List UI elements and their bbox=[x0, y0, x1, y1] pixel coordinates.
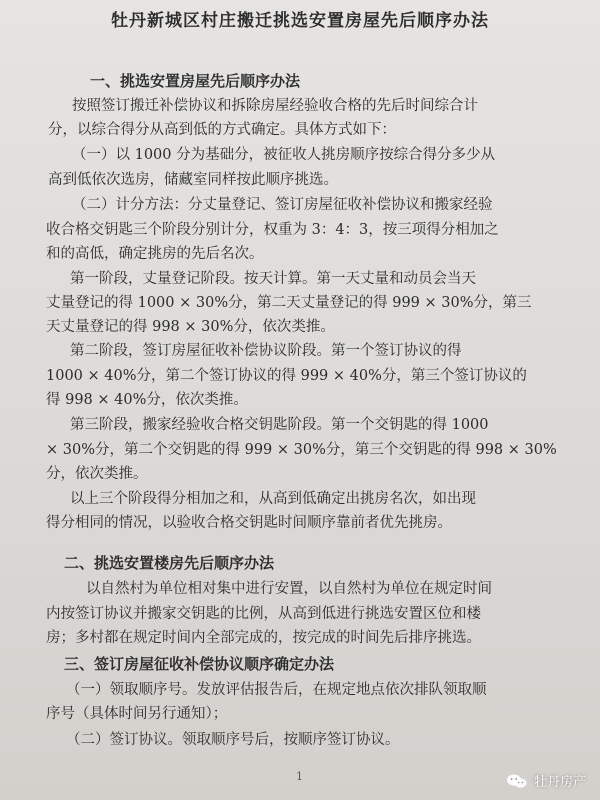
paragraph-line: 高到低依次选房，储藏室同样按此顺序挑选。 bbox=[48, 172, 338, 188]
paragraph-line: 天丈量登记的得 998 × 30%分，依次类推。 bbox=[46, 319, 335, 335]
paragraph-line: 内按签订协议并搬家交钥匙的比例，从高到低进行挑选安置区位和楼 bbox=[46, 606, 481, 622]
paragraph-line: 1000 × 40%分，第二个签订协议的得 999 × 40%分，第三个签订协议的 bbox=[46, 368, 527, 384]
paragraph-line: 分，以综合得分从高到低的方式确定。具体方式如下： bbox=[48, 122, 396, 138]
watermark bbox=[506, 771, 586, 790]
paragraph-line: 序号（具体时间另行通知）； bbox=[46, 706, 228, 722]
paragraph-line: 按照签订搬迁补偿协议和拆除房屋经验收合格的先后时间综合计 bbox=[72, 98, 478, 114]
paragraph-line: （一）以 1000 分为基础分，被征收人挑房顺序按综合得分多少从 bbox=[72, 147, 496, 163]
paragraph-line: 第二阶段，签订房屋征收补偿协议阶段。第一个签订协议的得 bbox=[70, 343, 462, 359]
paragraph-line: （一）领取顺序号。发放评估报告后，在规定地点依次排队领取顺 bbox=[66, 682, 487, 698]
watermark-text: 牡丹房产 bbox=[533, 775, 586, 790]
paragraph-line: 第一阶段，丈量登记阶段。按天计算。第一天丈量和动员会当天 bbox=[70, 271, 476, 287]
wechat-icon bbox=[506, 773, 528, 789]
paragraph-line: （二）计分方法：分丈量登记、签订房屋征收补偿协议和搬家经验 bbox=[72, 197, 493, 213]
page-number: 1 bbox=[296, 770, 303, 783]
document-title: 牡丹新城区村庄搬迁挑选安置房屋先后顺序办法 bbox=[111, 11, 489, 31]
paragraph-line: 收合格交钥匙三个阶段分别计分，权重为 3：4：3，按三项得分相加之 bbox=[46, 222, 499, 238]
paragraph-line: 以自然村为单位相对集中进行安置，以自然村为单位在规定时间 bbox=[86, 581, 492, 597]
paragraph-line: 得 998 × 40%分，依次类推。 bbox=[46, 392, 248, 408]
section-heading-2: 二、挑选安置楼房先后顺序办法 bbox=[64, 554, 275, 572]
paragraph-line: 房；多村都在规定时间内全部完成的，按完成的时间先后排序挑选。 bbox=[46, 630, 481, 646]
paragraph-line: 第三阶段，搬家经验收合格交钥匙阶段。第一个交钥匙的得 1000 bbox=[70, 417, 489, 433]
paragraph-line: 丈量登记的得 1000 × 30%分，第二天丈量登记的得 999 × 30%分，第三 bbox=[46, 295, 532, 311]
paragraph-line: （二）签订协议。领取顺序号后，按顺序签订协议。 bbox=[66, 732, 400, 748]
paragraph-line: 得分相同的情况，以验收合格交钥匙时间顺序靠前者优先挑房。 bbox=[46, 515, 452, 531]
paragraph-line: 分，依次类推。 bbox=[46, 466, 148, 482]
section-heading-3: 三、签订房屋征收补偿协议顺序确定办法 bbox=[64, 655, 335, 673]
paragraph-line: 和的高低，确定挑房的先后名次。 bbox=[46, 246, 264, 262]
paragraph-line: 以上三个阶段得分相加之和，从高到低确定出挑房名次，如出现 bbox=[70, 491, 476, 507]
section-heading-1: 一、挑选安置房屋先后顺序办法 bbox=[90, 72, 301, 90]
paragraph-line: × 30%分，第二个交钥匙的得 999 × 30%分，第三个交钥匙的得 998 × 30% bbox=[46, 442, 557, 458]
